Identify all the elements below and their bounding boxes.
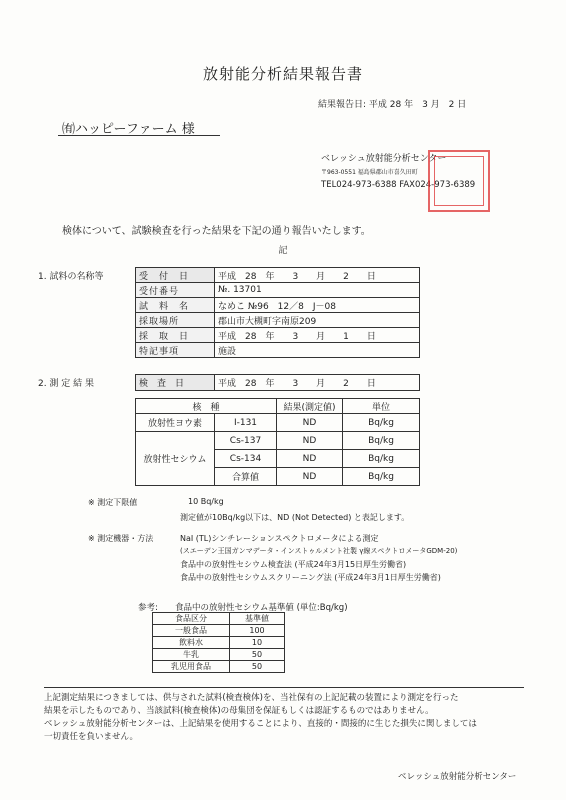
limit-cell: 50 (230, 661, 285, 673)
row-label: 検 査 日 (136, 375, 215, 391)
lab-name: ベレッシュ放射能分析センター (321, 154, 447, 164)
category-cell: 飲料水 (153, 637, 230, 649)
row-label: 受 付 日 (136, 268, 215, 283)
table-header-row (136, 399, 420, 414)
report-date: 結果報告日: 平成 28 年 3 月 2 日 (318, 100, 467, 110)
unit-value: Bq/kg (343, 468, 420, 486)
method-line: 食品中の放射性セシウムスクリーニング法 (平成24年3月1日厚生労働省) (180, 573, 441, 582)
table-header-row (153, 613, 285, 625)
row-value: 平成 28 年 3 月 2 日 (215, 375, 420, 391)
reference-label: 参考: (138, 603, 158, 613)
results-table (135, 398, 420, 486)
category-cell: 一般食品 (153, 625, 230, 637)
method-line: 食品中の放射性セシウム検査法 (平成24年3月15日厚生労働省) (180, 560, 407, 569)
disclaimer-line: 上記測定結果につきましては、供与された試料(検査検体)を、当社保有の上記記載の装置により測定を行った (44, 693, 459, 703)
limit-cell: 50 (230, 649, 285, 661)
result-value: ND (277, 450, 343, 468)
table-row (136, 375, 420, 391)
method-label: ※ 測定機器・方法 (88, 534, 154, 543)
disclaimer-line: ベレッシュ放射能分析センターは、上記結果を使用することにより、直接的・間接的に生じた損失に関しましては (44, 719, 477, 729)
table-row (153, 661, 285, 673)
nuclide-name: 合算値 (215, 468, 277, 486)
nuclide-name: Cs-137 (215, 432, 277, 450)
sample-info-table (135, 267, 420, 358)
lab-address: 〒963-0551 福島県郡山市喜久田町 (321, 169, 418, 176)
unit-value: Bq/kg (343, 414, 420, 432)
limit-value: 10 Bq/kg (188, 497, 224, 506)
result-value: ND (277, 432, 343, 450)
nuclide-name: I-131 (215, 414, 277, 432)
row-value: なめこ №96 12／8 J－08 (215, 298, 420, 313)
section1-label: 1. 試料の名称等 (38, 272, 104, 282)
table-row (136, 283, 420, 298)
limit-cell: 10 (230, 637, 285, 649)
table-row (136, 432, 420, 450)
header-category: 食品区分 (153, 613, 230, 625)
header-result: 結果(測定値) (277, 399, 343, 414)
disclaimer-line: 一切責任を負いません。 (44, 732, 139, 742)
row-label: 試 料 名 (136, 298, 215, 313)
table-row (153, 649, 285, 661)
unit-value: Bq/kg (343, 450, 420, 468)
disclaimer-line: 結果を示したものであり、当該試料(検査検体)の母集団を保証もしくは認証するものではありません。 (44, 706, 434, 716)
method-line: (スエーデン王国ガンマデータ・インストゥルメント社製 γ線スペクトロメータGDM-20) (180, 547, 458, 555)
row-value: №. 13701 (215, 283, 420, 298)
table-row (136, 343, 420, 358)
header-limit: 基準値 (230, 613, 285, 625)
reference-title: 食品中の放射性セシウム基準値 (単位:Bq/kg) (175, 603, 348, 613)
table-row (136, 313, 420, 328)
limit-note: 測定値が10Bq/kg以下は、ND (Not Detected) と表記します。 (180, 513, 410, 522)
recipient-underline (58, 135, 220, 136)
row-label: 採取場所 (136, 313, 215, 328)
disclaimer (44, 687, 524, 744)
row-value: 施設 (215, 343, 420, 358)
table-row (153, 637, 285, 649)
nuclide-group: 放射性ヨウ素 (136, 414, 215, 432)
header-nuclide: 核 種 (136, 399, 277, 414)
row-value: 平成 28 年 3 月 1 日 (215, 328, 420, 343)
company-seal (428, 150, 490, 212)
intro-text: 検体について、試験検査を行った結果を下記の通り報告いたします。 (62, 226, 371, 237)
standards-table (152, 612, 285, 673)
header-unit: 単位 (343, 399, 420, 414)
ki-marker: 記 (278, 246, 288, 256)
table-row (153, 625, 285, 637)
nuclide-name: Cs-134 (215, 450, 277, 468)
table-row (136, 414, 420, 432)
category-cell: 牛乳 (153, 649, 230, 661)
unit-value: Bq/kg (343, 432, 420, 450)
row-label: 特記事項 (136, 343, 215, 358)
section2-label: 2. 測 定 結 果 (38, 379, 95, 389)
table-row (136, 298, 420, 313)
result-value: ND (277, 468, 343, 486)
method-line: NaI (TL)シンチレーションスペクトロメータによる測定 (180, 534, 379, 543)
recipient-name: ㈲ハッピーファーム 様 (62, 122, 195, 137)
row-label: 受付番号 (136, 283, 215, 298)
row-value: 郡山市大槻町字南原209 (215, 313, 420, 328)
row-value: 平成 28 年 3 月 2 日 (215, 268, 420, 283)
inspection-date-table (135, 374, 420, 391)
category-cell: 乳児用食品 (153, 661, 230, 673)
limit-label: ※ 測定下限値 (88, 498, 138, 507)
row-label: 採 取 日 (136, 328, 215, 343)
result-value: ND (277, 414, 343, 432)
table-row (136, 328, 420, 343)
footer-lab-name: ベレッシュ放射能分析センター (398, 772, 517, 782)
lab-phone: TEL024-973-6388 FAX024-973-6389 (321, 180, 476, 190)
limit-cell: 100 (230, 625, 285, 637)
document-title: 放射能分析結果報告書 (202, 65, 363, 83)
nuclide-group: 放射性セシウム (136, 432, 215, 486)
table-row (136, 268, 420, 283)
